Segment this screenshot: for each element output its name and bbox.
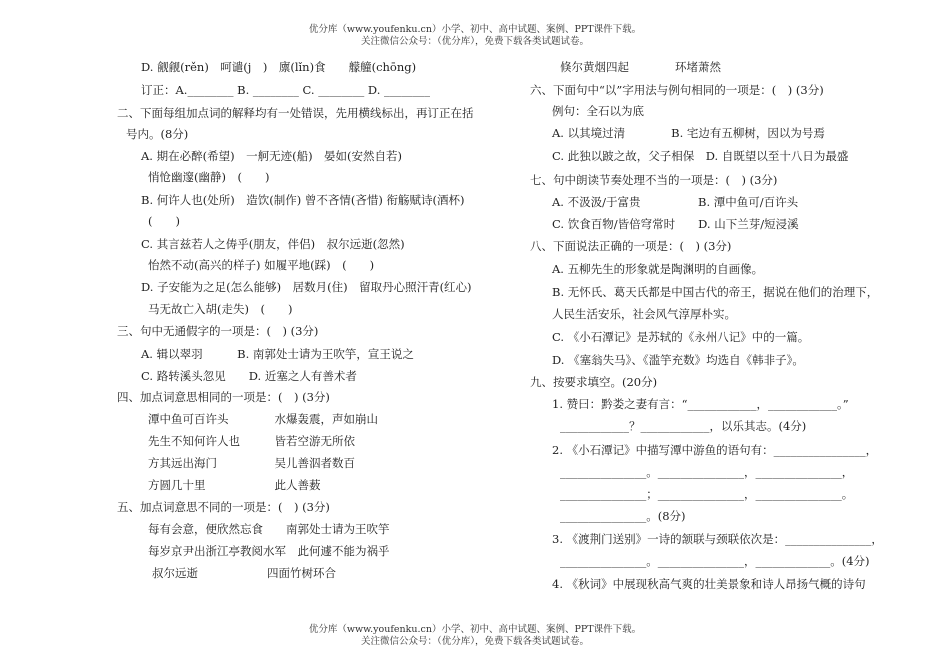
q2-option-a: A. 期在必醉(希望) 一舸无迹(船) 晏如(安然自若) [141, 149, 403, 163]
q2-option-d-cont: 马无故亡入胡(走失) ( ) [148, 302, 293, 316]
q9-item-4: 4. 《秋词》中展现秋高气爽的壮美景象和诗人昂扬气概的诗句 [552, 577, 866, 591]
q8-option-c: C. 《小石潭记》是苏轼的《永州八记》中的一篇。 [552, 330, 810, 344]
q7-heading: 七、句中朗读节奏处理不当的一项是：( ) (3分) [530, 173, 778, 187]
q5-line-2: 每岁京尹出浙江亭教阅水军 此何遽不能为祸乎 [148, 544, 390, 558]
q1-option-d: D. 觎觎(rěn) 呵谴(j ) 廪(lǐn)食 艨艟(chōng) [141, 60, 417, 74]
q3-options-ab: A. 辑以翠羽 B. 南郭处士请为王吹竽，宣王说之 [141, 347, 414, 361]
q2-option-b-cont: ( ) [148, 214, 180, 228]
q2-option-b: B. 何许人也(处所) 造饮(制作) 曾不吝情(吝惜) 衔觞赋诗(酒杯) [141, 193, 465, 207]
q6-heading: 六、下面句中“以”字用法与例句相同的一项是：( ) (3分) [530, 83, 824, 97]
page-header [0, 24, 950, 48]
q6-example: 例句：全石以为底 [552, 104, 644, 118]
q5-heading: 五、加点词意思不同的一项是：( ) (3分) [117, 500, 330, 514]
q7-options-cd: C. 饮食百物/皆倍穹常时 D. 山下兰芽/短浸溪 [552, 217, 799, 231]
q9-item-1: 1. 赞曰：黔娄之妻有言：“____________，____________。” [552, 397, 849, 411]
q9-item-3: 3. 《渡荆门送别》一诗的颔联与颈联依次是：_______________， [552, 532, 883, 546]
q9-item-2: 2. 《小石潭记》中描写潭中游鱼的语句有：________________， [552, 443, 878, 457]
q4-line-2: 先生不知何许人也 皆若空游无所依 [148, 434, 355, 448]
q9-item-3-cont: _______________。_______________，_____________。(4分) [560, 554, 870, 568]
q4-line-1: 潭中鱼可百许头 水爆轰震，声如崩山 [148, 412, 378, 426]
q6-options-cd: C. 此独以跛之故，父子相保 D. 自既望以至十八日为最盛 [552, 149, 849, 163]
q2-option-a-cont: 悄怆幽邃(幽静) ( ) [148, 170, 270, 184]
q9-item-2-line-3: _______________；_______________，_______________。 [560, 487, 854, 501]
header-line-2: 关注微信公众号：（优分库），免费下载各类试题试卷。 [360, 36, 589, 47]
q4-line-4: 方圆几十里 此人善薮 [148, 478, 321, 492]
q2-heading-cont: 号内。(8分) [126, 127, 189, 141]
q8-option-d: D. 《塞翁失马》、《滥竽充数》均选自《韩非子》。 [552, 353, 804, 367]
q9-item-2-line-2: _______________。_______________，_______________， [560, 465, 854, 479]
q4-line-3: 方其远出海门 吴儿善泅者数百 [148, 456, 355, 470]
q2-option-d: D. 子安能为之足(怎么能够) 居数月(住) 留取丹心照汗青(红心) [141, 280, 472, 294]
q5-line-3: 叔尔远逝 四面竹树环合 [152, 566, 336, 580]
q8-option-b: B. 无怀氏、葛天氏都是中国古代的帝王，据说在他们的治理下， [552, 285, 879, 299]
page-footer [0, 624, 950, 648]
q6-options-ab: A. 以其境过清 B. 宅边有五柳树，因以为号焉 [552, 126, 825, 140]
q8-option-a: A. 五柳先生的形象就是陶渊明的自画像。 [552, 262, 764, 276]
q4-heading: 四、加点词意思相同的一项是：( ) (3分) [117, 390, 330, 404]
q1-correction-line: 订正：A.________ B. ________ C. ________ D. ________ [141, 83, 431, 97]
q8-option-b-cont: 人民生活安乐，社会风气淳厚朴实。 [552, 307, 736, 321]
q2-option-c: C. 其言兹若人之俦乎(朋友，伴侣) 叔尔远逝(忽然) [141, 237, 405, 251]
q8-heading: 八、下面说法正确的一项是：( ) (3分) [530, 239, 732, 253]
q9-item-1-cont: ____________？____________，以乐其志。(4分) [560, 419, 807, 433]
q7-options-ab: A. 不汲汲/于富贵 B. 潭中鱼可/百许头 [552, 195, 799, 209]
q2-heading: 二、下面每组加点词的解释均有一处错误，先用横线标出，再订正在括 [117, 106, 474, 120]
q3-options-cd: C. 路转溪头忽见 D. 近塞之人有善术者 [141, 369, 357, 383]
q9-item-2-line-4: _______________。(8分) [560, 509, 686, 523]
footer-line-2: 关注微信公众号：（优分库），免费下载各类试题试卷。 [360, 636, 589, 647]
q3-heading: 三、句中无通假字的一项是：( ) (3分) [117, 324, 319, 338]
footer-line-1: 优分库（www.youfenku.cn）小学、初中、高中试题、案例、PPT课件下载。 [308, 624, 642, 635]
q2-option-c-cont: 怡然不动(高兴的样子) 如履平地(踩) ( ) [148, 258, 375, 272]
header-line-1: 优分库（www.youfenku.cn）小学、初中、高中试题、案例、PPT课件下载。 [308, 24, 642, 35]
q5-line-1: 每有会意，便欣然忘食 南郭处士请为王吹竽 [148, 522, 390, 536]
q9-heading: 九、按要求填空。(20分) [530, 375, 658, 389]
q5-line-4: 倏尔黄烟四起 环堵萧然 [560, 60, 721, 74]
